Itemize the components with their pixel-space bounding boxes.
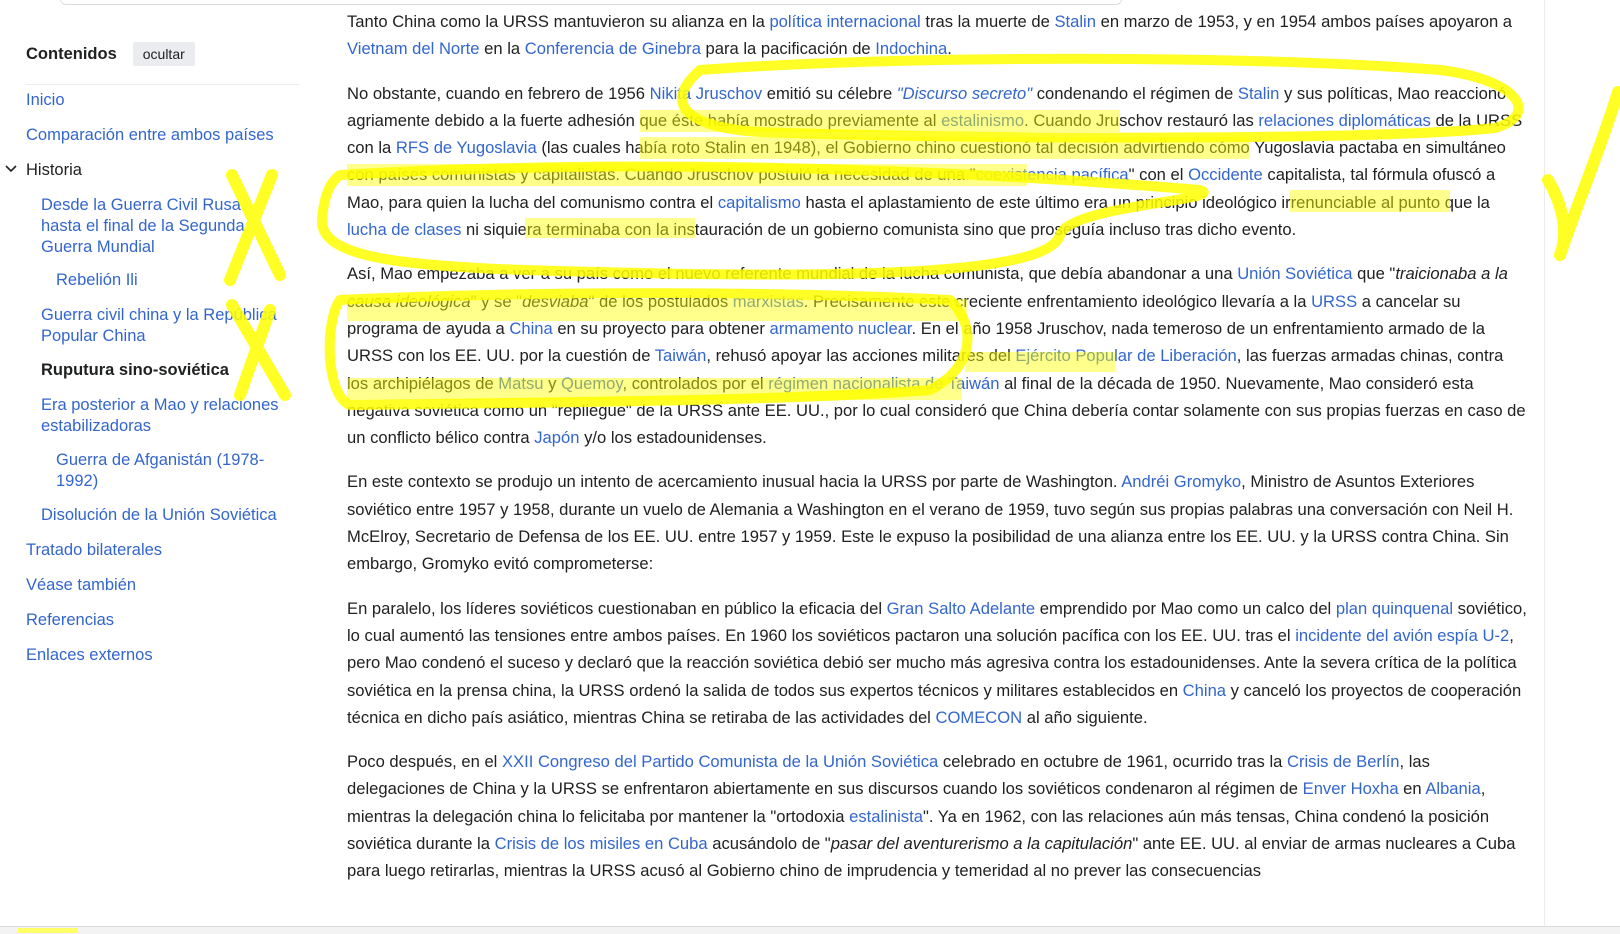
text: condenando el régimen de — [1032, 83, 1238, 103]
text: . En el año 1958 Jruschov, nada temeroso de un enfrentamiento armado de la URSS con los EE. UU. por la cuestión de — [347, 318, 1486, 366]
text: en marzo de 1953, y en 1954 ambos países apoyaron a — [1095, 12, 1513, 31]
link-rfs-yugoslavia[interactable]: RFS de Yugoslavia — [395, 138, 537, 158]
link-xxii-congreso[interactable]: XXII Congreso del Partido Comunista de la Unión Soviética — [501, 752, 939, 772]
text: , pero Mao condenó el suceso y declaró que la reacción soviética debió ser mucho más agresiva contra los estadounidenses. Ante la severa crítica de la política soviética en la prensa china, la URSS ordenó la salida de todos sus expertos técnicos y militares establecidos en — [347, 625, 1517, 700]
link-china[interactable]: China — [509, 318, 553, 338]
paragraph-1 — [347, 8, 1527, 63]
link-nikita-jruschov[interactable]: Nikita Jruschov — [649, 83, 763, 103]
table-of-contents — [26, 40, 296, 664]
text: , controlados por el — [622, 373, 769, 393]
text: , mientras la delegación china lo felicitaba por mantener la "ortodoxia — [347, 779, 1486, 826]
text: y canceló los proyectos de cooperación técnica en dicho país asiático, mientras China se retiraba de las actividades del — [347, 680, 1522, 727]
search-bar-edge — [60, 0, 1122, 5]
text: No obstante, cuando en febrero de 1956 — [347, 83, 650, 103]
toc-link[interactable]: Referencias — [26, 611, 115, 629]
toc-item-rebelion-ili[interactable] — [56, 270, 138, 291]
link-urss[interactable]: URSS — [1311, 291, 1358, 311]
text: Poco después, en el — [347, 752, 502, 772]
text: hasta el aplastamiento de este último era un principio ideológico irrenunciable al punto que la — [800, 192, 1490, 212]
link-conferencia-ginebra[interactable]: Conferencia de Ginebra — [524, 39, 701, 59]
toc-link[interactable]: Disolución de la Unión Soviética — [41, 506, 277, 524]
link-occidente[interactable]: Occidente — [1188, 165, 1263, 185]
link-estalinista[interactable]: estalinista — [849, 806, 923, 826]
link-china[interactable]: China — [1182, 680, 1227, 700]
link-crisis-berlin[interactable]: Crisis de Berlín — [1286, 752, 1400, 772]
link-taiwan[interactable]: Taiwán — [654, 346, 707, 366]
link-gran-salto-adelante[interactable]: Gran Salto Adelante — [886, 598, 1036, 618]
link-stalin[interactable]: Stalin — [1237, 83, 1280, 103]
toc-link-current[interactable]: Ruputura sino-soviética — [41, 361, 229, 379]
paragraph-5 — [347, 595, 1527, 731]
article-body — [347, 8, 1527, 902]
link-union-sovietica[interactable]: Unión Soviética — [1237, 264, 1353, 284]
text: en la — [479, 39, 525, 59]
highlight-mark — [18, 928, 78, 933]
text: en su proyecto para obtener — [552, 318, 770, 338]
toc-item-historia[interactable] — [26, 160, 82, 181]
toc-link[interactable]: Enlaces externos — [26, 646, 153, 664]
link-capitalismo[interactable]: capitalismo — [717, 192, 801, 212]
text: . — [947, 39, 952, 59]
link-relaciones-diplomaticas[interactable]: relaciones diplomáticas — [1258, 110, 1431, 130]
toc-hide-button[interactable]: ocultar — [133, 42, 195, 66]
quote-italic: desviaba — [522, 291, 589, 311]
link-ejercito-popular[interactable]: Ejército Popular de Liberación — [1015, 346, 1237, 366]
text: . Precisamente este creciente enfrentamiento ideológico llevaría a la — [803, 291, 1312, 311]
text: al final de la década de 1950. Nuevamente, Mao consideró esta negativa soviética como un "repliegue" de la URSS ante EE. UU., por lo cual consideró que China debería contar solamente con sus propias fuerzas en caso de un conflicto bélico contra — [347, 373, 1526, 448]
link-estalinismo[interactable]: estalinismo — [941, 110, 1025, 130]
link-enver-hoxha[interactable]: Enver Hoxha — [1302, 779, 1399, 799]
link-indochina[interactable]: Indochina — [875, 39, 948, 59]
text: emprendido por Mao como un calco del — [1035, 598, 1336, 618]
toc-link[interactable]: Desde la Guerra Civil Rusa hasta el final de la Segunda Guerra Mundial — [41, 196, 245, 256]
text: (las cuales había roto Stalin en 1948), el Gobierno chino cuestionó tal decisión advirtiendo cómo Yugoslavia pactaba en simultáneo con países comunistas y capitalistas. Cuando Jruschov postuló la necesidad de una " — [347, 138, 1506, 185]
link-discurso-secreto[interactable]: "Discurso secreto" — [896, 83, 1033, 103]
text: y/o los estadounidenses. — [579, 428, 767, 448]
link-vietnam-del-norte[interactable]: Vietnam del Norte — [347, 39, 480, 59]
toc-link[interactable]: Rebelión Ili — [56, 271, 138, 289]
quote-italic: traicionaba a la causa ideológica — [347, 264, 1508, 311]
text: En este contexto se produjo un intento de acercamiento inusual hacia la URSS por parte de Washington. — [347, 472, 1122, 492]
link-politica-internacional[interactable]: política internacional — [769, 12, 921, 31]
toc-link[interactable]: Véase también — [26, 576, 137, 594]
text: de la URSS con la — [347, 110, 1523, 158]
toc-link[interactable]: Historia — [26, 161, 82, 179]
toc-item-disolucion[interactable] — [41, 505, 277, 526]
text: y — [543, 373, 561, 393]
link-marxistas[interactable]: marxistas — [732, 291, 804, 311]
paragraph-3 — [347, 260, 1527, 451]
link-incidente-u2[interactable]: incidente del avión espía U-2 — [1295, 625, 1510, 645]
text: " con el — [1128, 165, 1189, 185]
text: capitalista, tal fórmula ofuscó a Mao, para quien la lucha del comunismo contra el — [347, 165, 1496, 212]
text: tras la muerte de — [920, 12, 1055, 31]
link-stalin[interactable]: Stalin — [1054, 12, 1096, 31]
text: , Ministro de Asuntos Exteriores soviético entre 1957 y 1958, durante un vuelo de Alemania a Washington en el verano de 1959, tuvo según sus propias palabras una conversación con Neil H. McElroy, Secretario de Defensa de los EE. UU. entre 1957 y 1959. Este le expuso la posibilidad de una alianza entre los EE. UU. y la URSS contra China. Sin embargo, Gromyko evitó comprometerse: — [347, 472, 1514, 574]
toc-item-inicio[interactable] — [26, 90, 65, 111]
text: , las fuerzas armadas chinas, contra los archipiélagos de — [347, 346, 1504, 393]
quote-italic: pasar del aventurerismo a la capitulación — [830, 834, 1133, 854]
highlight-check-mark — [1548, 92, 1618, 255]
text: ". Ya en 1962, con las relaciones aún más tensas, China condenó la posición soviética durante la — [347, 806, 1490, 854]
text: En paralelo, los líderes soviéticos cuestionaban en público la eficacia del — [347, 598, 887, 618]
toc-link[interactable]: Tratado bilaterales — [26, 541, 163, 559]
toc-link[interactable]: Guerra civil china y la República Popular China — [41, 306, 277, 345]
paragraph-2 — [347, 80, 1527, 244]
text: Tanto China como la URSS mantuvieron su alianza en la — [347, 12, 770, 31]
paragraph-6 — [347, 748, 1527, 884]
paragraph-4 — [347, 468, 1527, 577]
text: en — [1398, 779, 1426, 799]
link-armamento-nuclear[interactable]: armamento nuclear — [769, 318, 912, 338]
link-albania[interactable]: Albania — [1425, 779, 1481, 799]
text: " ante EE. UU. al enviar de armas nucleares a Cuba para luego retirarlas, mientras la URSS acusó al Gobierno chino de imprudencia y temeridad al no prever las consecuencias — [347, 834, 1516, 881]
link-crisis-misiles-cuba[interactable]: Crisis de los misiles en Cuba — [494, 834, 708, 854]
toc-item-vease[interactable] — [26, 575, 136, 596]
text: soviético, lo cual aumentó las tensiones entre ambos países. En 1960 los soviéticos pactaron una solución pacífica con los EE. UU. tras el — [347, 598, 1527, 645]
text: , rehusó apoyar las acciones militares del — [706, 346, 1016, 366]
link-quemoy[interactable]: Quemoy — [561, 373, 623, 393]
link-andrei-gromyko[interactable]: Andréi Gromyko — [1121, 472, 1242, 492]
text: y sus políticas, Mao reaccionó agriamente debido a la fuerte adhesión que éste había mostrado previamente al — [347, 83, 1507, 130]
toc-item-guerra-civil-china[interactable] — [41, 305, 296, 347]
toc-item-guerra-civil-rusa[interactable] — [41, 195, 281, 258]
link-matsu[interactable]: Matsu — [498, 373, 544, 393]
text: celebrado en octubre de 1961, ocurrido tras la — [938, 752, 1287, 772]
toc-link[interactable]: Inicio — [26, 91, 65, 109]
text: " de los postulados — [588, 291, 733, 311]
text: " y se " — [470, 291, 523, 311]
text: acusándolo de " — [707, 834, 831, 854]
toc-title: Contenidos — [26, 44, 117, 63]
toc-item-afganistan[interactable] — [56, 450, 281, 492]
link-regimen-nacionalista[interactable]: régimen nacionalista de Taiwán — [768, 373, 1000, 393]
text: al año siguiente. — [1022, 707, 1148, 727]
chevron-down-icon[interactable] — [4, 162, 18, 176]
text: a cancelar su programa de ayuda a — [347, 291, 1461, 338]
text: que " — [1352, 264, 1396, 284]
link-comecon[interactable]: COMECON — [935, 707, 1023, 727]
text: emitió su célebre — [762, 83, 897, 103]
toc-item-enlaces[interactable] — [26, 645, 153, 666]
toc-link[interactable]: Comparación entre ambos países — [26, 126, 274, 144]
link-plan-quinquenal[interactable]: plan quinquenal — [1335, 598, 1454, 618]
text: ni siquiera terminaba con la instauración de un gobierno comunista sino que proseguía incluso tras dicho evento. — [461, 220, 1297, 240]
toc-link[interactable]: Era posterior a Mao y relaciones estabilizadoras — [41, 396, 279, 435]
toc-item-referencias[interactable] — [26, 610, 114, 631]
text: para la pacificación de — [700, 39, 876, 59]
toc-header — [26, 40, 300, 85]
text: , las delegaciones de China y la URSS se enfrentaron abiertamente en sus discursos cuando los soviéticos condenaron al régimen de — [347, 752, 1430, 799]
toc-item-comparacion[interactable] — [26, 125, 274, 146]
toc-link[interactable]: Guerra de Afganistán (1978-1992) — [56, 451, 265, 490]
link-lucha-de-clases[interactable]: lucha de clases — [347, 220, 462, 240]
toc-item-ruptura[interactable] — [41, 360, 229, 381]
page-edge-divider — [1544, 0, 1545, 933]
toc-item-era-posterior[interactable] — [41, 395, 301, 437]
text: . Cuando Jruschov restauró las — [1024, 110, 1259, 130]
text: Así, Mao empezaba a ver a su país como el nuevo referente mundial de la lucha comunista, que debía abandonar a una — [347, 264, 1238, 284]
toc-item-tratado[interactable] — [26, 540, 162, 561]
link-japon[interactable]: Japón — [534, 428, 580, 448]
link-coexistencia-pacifica[interactable]: coexistencia pacífica — [975, 165, 1129, 185]
